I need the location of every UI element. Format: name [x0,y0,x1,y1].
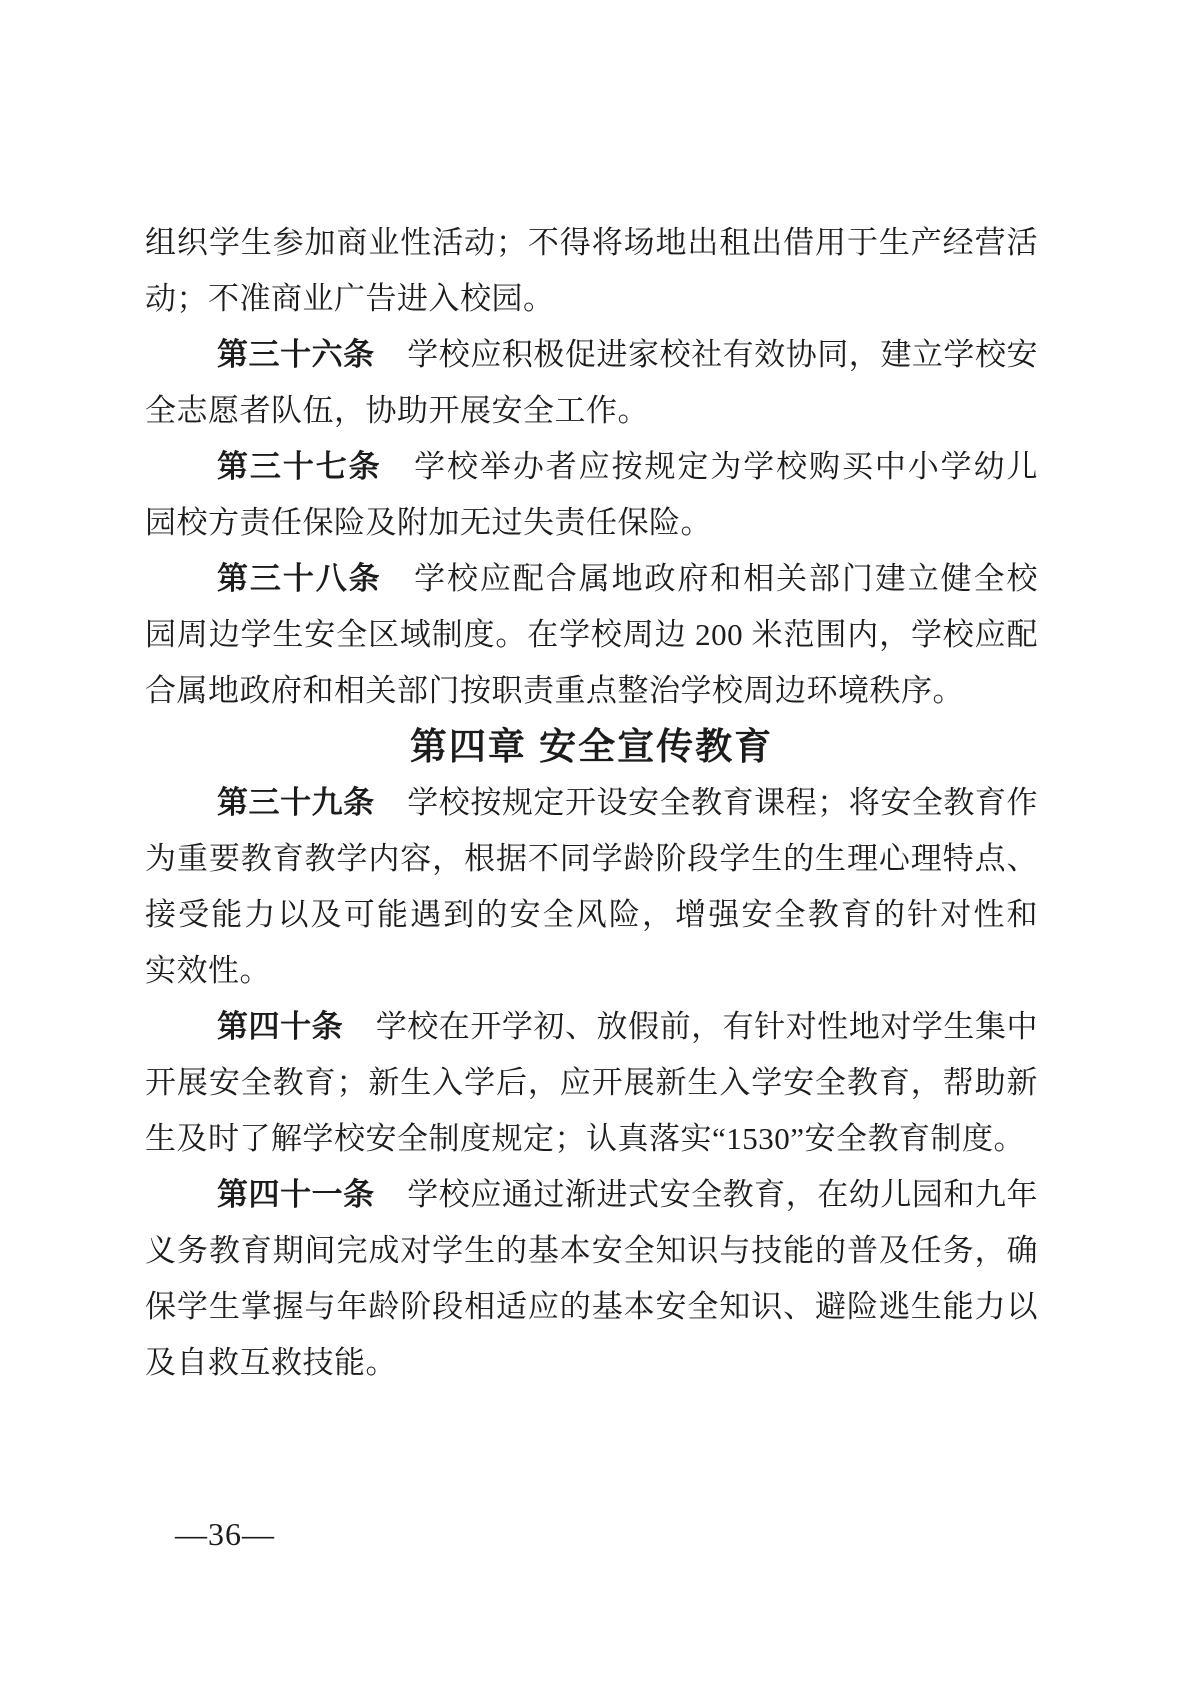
text-line [145,1055,1038,1111]
text-line [145,943,1038,999]
text-line-content: 园周边学生安全区域制度。在学校周边 200 米范围内，学校应配 [145,617,1038,652]
text-line-content: 合属地政府和相关部门按职责重点整治学校周边环境秩序。 [145,673,964,708]
text-line [145,607,1038,663]
document-text-block [145,215,1038,1391]
text-line-content: 全志愿者队伍，协助开展安全工作。 [145,393,649,428]
text-line [145,887,1038,943]
text-line-content: 生及时了解学校安全制度规定；认真落实“1530”安全教育制度。 [145,1121,1026,1156]
text-line-content: 学校应积极促进家校社有效协同，建立学校安 [407,337,1039,372]
text-line-content: 学校在开学初、放假前，有针对性地对学生集中 [375,1009,1039,1044]
article-number: 第四十条 [217,1009,344,1044]
article-number: 第三十七条 [217,449,382,484]
text-line [145,1223,1038,1279]
text-line-content: 接受能力以及可能遇到的安全风险，增强安全教育的针对性和 [145,897,1038,932]
article-number: 第三十九条 [217,785,375,820]
text-line [145,495,1038,551]
page-number: —36— [175,1516,275,1552]
text-line-content: 学校举办者应按规定为学校购买中小学幼儿 [414,449,1039,484]
text-line [145,775,1038,831]
text-line-content: 学校应配合属地政府和相关部门建立健全校 [414,561,1039,596]
text-line [145,383,1038,439]
text-line-content: 义务教育期间完成对学生的基本安全知识与技能的普及任务，确 [145,1233,1038,1268]
text-line [145,439,1038,495]
text-line [145,271,1038,327]
text-line-content: 及自救互救技能。 [145,1345,397,1380]
text-line [145,1279,1038,1335]
text-line [145,831,1038,887]
text-line-content: 学校按规定开设安全教育课程；将安全教育作 [407,785,1039,820]
text-line-content: 保学生掌握与年龄阶段相适应的基本安全知识、避险逃生能力以 [145,1289,1038,1324]
article-number: 第三十八条 [217,561,382,596]
article-number: 第四十一条 [217,1177,375,1212]
text-line [145,327,1038,383]
text-line [145,999,1038,1055]
chapter-heading: 第四章 安全宣传教育 [409,726,774,767]
text-line-content: 学校应通过渐进式安全教育，在幼儿园和九年 [407,1177,1039,1212]
text-line-content: 园校方责任保险及附加无过失责任保险。 [145,505,712,540]
text-line [145,1167,1038,1223]
text-line-content: 组织学生参加商业性活动；不得将场地出租出借用于生产经营活 [145,225,1038,260]
text-line [145,215,1038,271]
text-line-content: 为重要教育教学内容，根据不同学龄阶段学生的生理心理特点、 [145,841,1038,876]
text-line-content: 开展安全教育；新生入学后，应开展新生入学安全教育，帮助新 [145,1065,1038,1100]
text-line-content: 实效性。 [145,953,271,988]
article-number: 第三十六条 [217,337,375,372]
text-line [145,551,1038,607]
text-line-content: 动；不准商业广告进入校园。 [145,281,555,316]
text-line [145,1111,1038,1167]
text-line [145,663,1038,719]
text-line [145,1335,1038,1391]
